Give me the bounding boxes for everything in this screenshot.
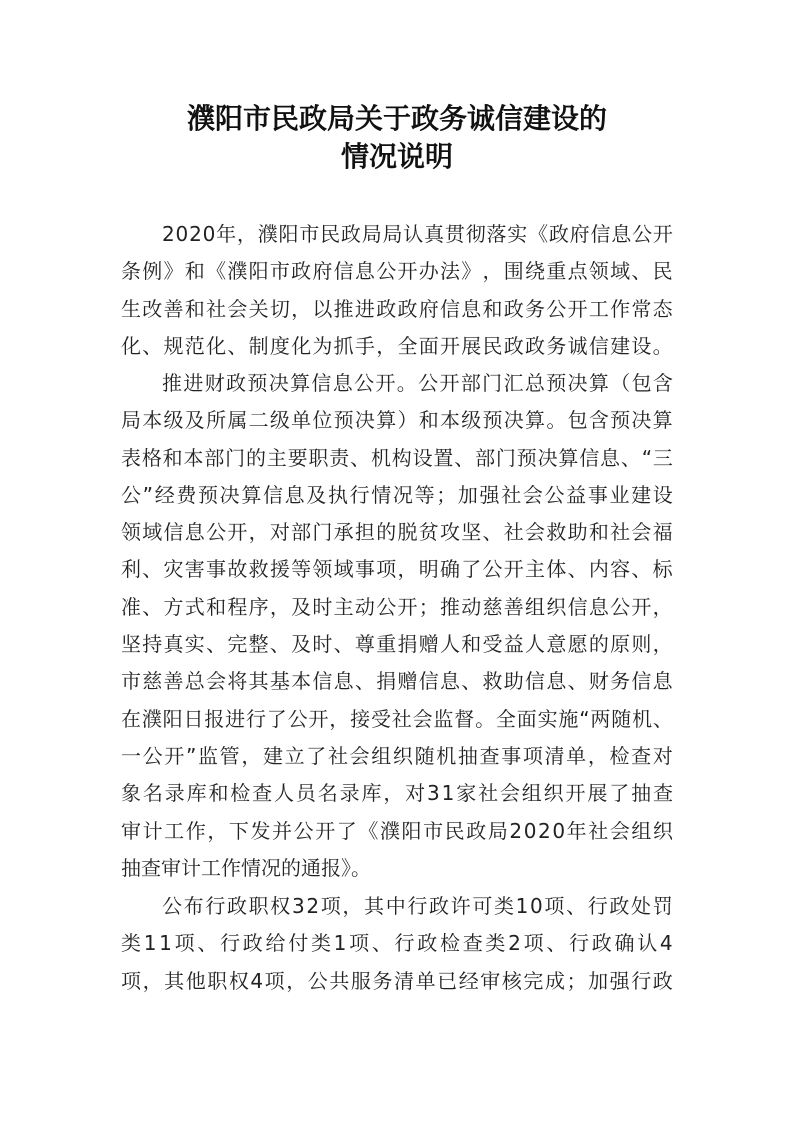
paragraph-line: 准 、 方 式 和 程 序 ， 及 时 主 动 公 开 ； 推 动 慈 善 组 织 信 息 公 开 ， [121, 594, 673, 619]
paragraph-line: 表 格 和 本 部 门 的 主 要 职 责 、 机 构 设 置 、 部 门 预 决 算 信 息 、 “ 三 [121, 445, 673, 470]
paragraph-1 [121, 216, 673, 365]
paragraph-line: 一 公 开 ” 监 管 ， 建 立 了 社 会 组 织 随 机 抽 查 事 项 清 单 ， 检 查 对 [121, 743, 673, 768]
paragraph-line: 坚 持 真 实 、 完 整 、 及 时 、 尊 重 捐 赠 人 和 受 益 人 意 愿 的 原 则 ， [121, 632, 673, 657]
paragraph-line: 领 域 信 息 公 开 ， 对 部 门 承 担 的 脱 贫 攻 坚 、 社 会 救 助 和 社 会 福 [121, 520, 673, 545]
document-title-line-1: 濮阳市民政局关于政务诚信建设的 [186, 102, 607, 135]
paragraph-line: 化 、 规 范 化 、 制 度 化 为 抓 手 ， 全 面 开 展 民 政 政 务 诚 信 建 设 。 [121, 333, 673, 358]
paragraph-line: 在 濮 阳 日 报 进 行 了 公 开 ， 接 受 社 会 监 督 。 全 面 实 施 “ 两 随 机 、 [121, 706, 673, 731]
paragraph-line: 抽查审计工作情况的通报》。 [121, 855, 371, 880]
paragraph-line: 生 改 善 和 社 会 关 切 ， 以 推 进 政 政 府 信 息 和 政 务 公 开 工 作 常 态 [121, 296, 673, 321]
paragraph-line: 象 名 录 库 和 检 查 人 员 名 录 库 ， 对 3 1 家 社 会 组 织 开 展 了 抽 查 [121, 781, 673, 806]
paragraph-line: 局 本 级 及 所 属 二 级 单 位 预 决 算 ） 和 本 级 预 决 算 。 包 含 预 决 算 [121, 408, 673, 433]
paragraph-line: 利 、 灾 害 事 故 救 援 等 领 域 事 项 ， 明 确 了 公 开 主 体 、 内 容 、 标 [121, 557, 673, 582]
paragraph-2 [121, 365, 673, 887]
paragraph-line: 公 布 行 政 职 权 3 2 项 ， 其 中 行 政 许 可 类 1 0 项 、 行 政 处 罚 [162, 894, 673, 918]
paragraph-line: 项 ， 其 他 职 权 4 项 ， 公 共 服 务 清 单 已 经 审 核 完 成 ； 加 强 行 政 [121, 968, 673, 993]
paragraph-line: 类 1 1 项 、 行 政 给 付 类 1 项 、 行 政 检 查 类 2 项 、 行 政 确 认 4 [121, 931, 673, 956]
document-title-line-2: 情况说明 [340, 140, 453, 173]
paragraph-3 [121, 888, 673, 1000]
paragraph-line: 2 0 2 0 年 ， 濮 阳 市 民 政 局 局 认 真 贯 彻 落 实 《 政 府 信 息 公 开 [162, 222, 673, 246]
paragraph-line: 推 进 财 政 预 决 算 信 息 公 开 。 公 开 部 门 汇 总 预 决 算 （ 包 含 [162, 371, 673, 395]
paragraph-line: 审 计 工 作 ， 下 发 并 公 开 了 《 濮 阳 市 民 政 局 2 0 2 0 年 社 会 组 织 [121, 818, 673, 843]
paragraph-line: 市 慈 善 总 会 将 其 基 本 信 息 、 捐 赠 信 息 、 救 助 信 息 、 财 务 信 息 [121, 669, 673, 694]
paragraph-line: 条 例 》 和 《 濮 阳 市 政 府 信 息 公 开 办 法 》 ， 围 绕 重 点 领 域 、 民 [121, 259, 673, 284]
paragraph-line: 公 ” 经 费 预 决 算 信 息 及 执 行 情 况 等 ； 加 强 社 会 公 益 事 业 建 设 [121, 482, 673, 507]
